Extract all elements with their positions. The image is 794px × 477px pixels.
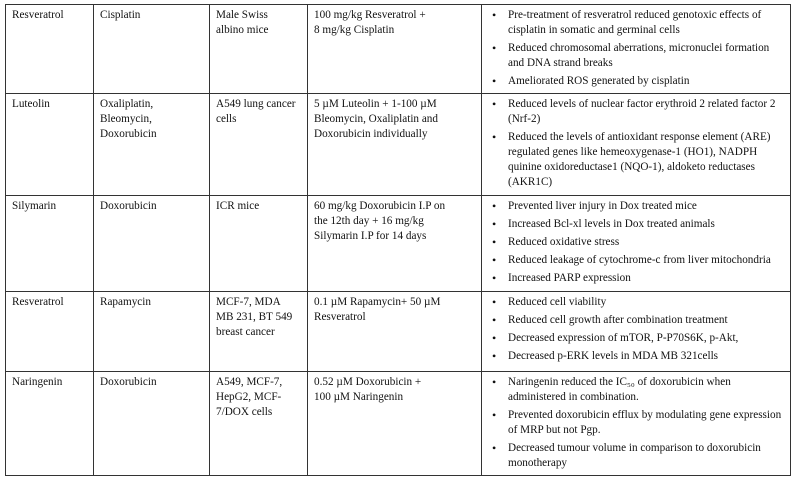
model-cell: A549, MCF-7, HepG2, MCF- 7/DOX cells	[210, 372, 308, 476]
effects-cell	[482, 196, 791, 292]
dose-cell: 0.52 µM Doxorubicin + 100 µM Naringenin	[308, 372, 482, 476]
effect-item: • Decreased expression of mTOR, P-P70S6K, p-Akt,	[488, 331, 786, 346]
effect-item: • Prevented doxorubicin efflux by modulating gene expression of MRP but not Pgp.	[488, 408, 786, 438]
effect-item: • Increased PARP expression	[488, 271, 786, 286]
dose-cell: 100 mg/kg Resveratrol + 8 mg/kg Cisplatin	[308, 5, 482, 94]
effects-cell	[482, 372, 791, 476]
compound-cell: Silymarin	[6, 196, 94, 292]
effect-item: • Reduced levels of nuclear factor erythroid 2 related factor 2 (Nrf-2)	[488, 97, 786, 127]
effect-item: • Decreased p-ERK levels in MDA MB 321cells	[488, 349, 786, 364]
effect-item: • Reduced chromosomal aberrations, micronuclei formation and DNA strand breaks	[488, 41, 786, 71]
table-row	[6, 372, 791, 476]
compound-cell: Resveratrol	[6, 5, 94, 94]
effects-list	[488, 199, 786, 286]
table-row	[6, 292, 791, 372]
effects-cell	[482, 94, 791, 196]
effect-item: • Reduced oxidative stress	[488, 235, 786, 250]
compound-cell: Naringenin	[6, 372, 94, 476]
dose-cell: 0.1 µM Rapamycin+ 50 µM Resveratrol	[308, 292, 482, 372]
combination-table-wrapper	[5, 4, 791, 476]
effect-item: • Reduced cell viability	[488, 295, 786, 310]
effect-item: • Pre-treatment of resveratrol reduced genotoxic effects of cisplatin in somatic and germinal cells	[488, 8, 786, 38]
effects-cell	[482, 292, 791, 372]
effect-item: • Increased Bcl-xl levels in Dox treated animals	[488, 217, 786, 232]
effect-item: • Naringenin reduced the IC₅₀ of doxorubicin when administered in combination.	[488, 375, 786, 405]
table-row	[6, 196, 791, 292]
model-cell: MCF-7, MDA MB 231, BT 549 breast cancer	[210, 292, 308, 372]
effect-item: • Reduced leakage of cytochrome-c from liver mitochondria	[488, 253, 786, 268]
effects-list	[488, 97, 786, 190]
compound-cell: Luteolin	[6, 94, 94, 196]
drug-cell: Cisplatin	[94, 5, 210, 94]
effect-item: • Prevented liver injury in Dox treated mice	[488, 199, 786, 214]
drug-cell: Doxorubicin	[94, 372, 210, 476]
effect-item: • Reduced the levels of antioxidant response element (ARE) regulated genes like hemeoxygenase-1 (HO1), NADPH quinine oxidoreductase1 (NQO-1), aldoketo reductases (AKR1C)	[488, 130, 786, 190]
model-cell: ICR mice	[210, 196, 308, 292]
effect-item: • Decreased tumour volume in comparison to doxorubicin monotherapy	[488, 441, 786, 471]
drug-cell: Oxaliplatin, Bleomycin, Doxorubicin	[94, 94, 210, 196]
model-cell: Male Swiss albino mice	[210, 5, 308, 94]
effects-list	[488, 295, 786, 364]
model-cell: A549 lung cancer cells	[210, 94, 308, 196]
table-row	[6, 5, 791, 94]
table-row	[6, 94, 791, 196]
dose-cell: 5 µM Luteolin + 1-100 µM Bleomycin, Oxaliplatin and Doxorubicin individually	[308, 94, 482, 196]
effect-item: • Reduced cell growth after combination treatment	[488, 313, 786, 328]
effects-list	[488, 8, 786, 89]
combination-table	[5, 4, 791, 476]
effect-item: • Ameliorated ROS generated by cisplatin	[488, 74, 786, 89]
dose-cell: 60 mg/kg Doxorubicin I.P on the 12th day + 16 mg/kg Silymarin I.P for 14 days	[308, 196, 482, 292]
effects-cell	[482, 5, 791, 94]
compound-cell: Resveratrol	[6, 292, 94, 372]
drug-cell: Doxorubicin	[94, 196, 210, 292]
drug-cell: Rapamycin	[94, 292, 210, 372]
effects-list	[488, 375, 786, 471]
